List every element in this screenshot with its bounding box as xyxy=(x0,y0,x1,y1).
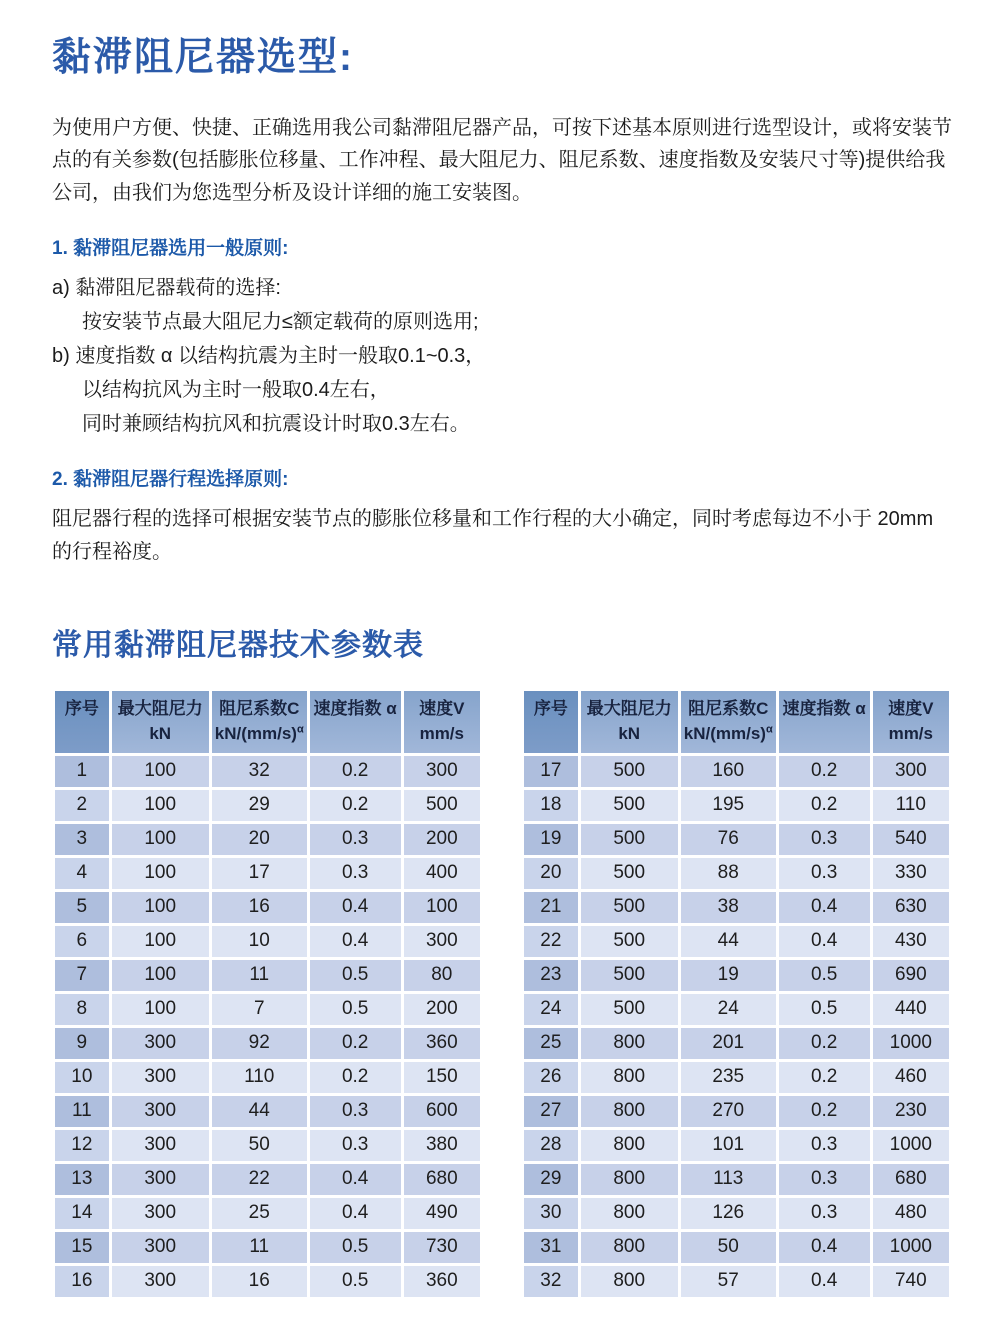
alpha-superscript: α xyxy=(765,722,773,735)
value-cell: 500 xyxy=(404,790,480,821)
col-header-seq: 序号 xyxy=(524,691,578,753)
value-cell: 16 xyxy=(212,892,307,923)
value-cell: 330 xyxy=(873,858,949,889)
value-cell: 300 xyxy=(112,1096,209,1127)
value-cell: 76 xyxy=(681,824,776,855)
value-cell: 500 xyxy=(581,756,678,787)
table-row xyxy=(55,756,480,787)
row-number-cell: 14 xyxy=(55,1198,109,1229)
value-cell: 0.2 xyxy=(779,1096,870,1127)
value-cell: 300 xyxy=(112,1164,209,1195)
value-cell: 92 xyxy=(212,1028,307,1059)
value-cell: 44 xyxy=(212,1096,307,1127)
value-cell: 0.3 xyxy=(779,1198,870,1229)
value-cell: 0.3 xyxy=(779,824,870,855)
value-cell: 300 xyxy=(404,756,480,787)
value-cell: 0.3 xyxy=(779,1130,870,1161)
value-cell: 0.2 xyxy=(310,1062,401,1093)
value-cell: 300 xyxy=(873,756,949,787)
value-cell: 0.4 xyxy=(310,926,401,957)
table-title: 常用黏滞阻尼器技术参数表 xyxy=(52,628,424,662)
value-cell: 0.5 xyxy=(310,994,401,1025)
section1-line-b-detail-2: 同时兼顾结构抗风和抗震设计时取0.3左右。 xyxy=(82,413,470,436)
section1-line-a-detail: 按安装节点最大阻尼力≤额定载荷的原则选用; xyxy=(82,311,479,334)
value-cell: 800 xyxy=(581,1164,678,1195)
table-row xyxy=(524,790,949,821)
value-cell: 300 xyxy=(112,1198,209,1229)
col-header-velocity-index: 速度指数 α xyxy=(779,691,870,753)
value-cell: 800 xyxy=(581,1028,678,1059)
value-cell: 500 xyxy=(581,824,678,855)
value-cell: 800 xyxy=(581,1232,678,1263)
col-header-velocity: 速度V mm/s xyxy=(404,691,480,753)
value-cell: 360 xyxy=(404,1266,480,1297)
value-cell: 150 xyxy=(404,1062,480,1093)
table-body-right xyxy=(524,756,949,1297)
value-cell: 0.2 xyxy=(779,790,870,821)
value-cell: 0.3 xyxy=(779,858,870,889)
value-cell: 0.4 xyxy=(779,892,870,923)
value-cell: 500 xyxy=(581,994,678,1025)
value-cell: 195 xyxy=(681,790,776,821)
value-cell: 300 xyxy=(404,926,480,957)
col-header-max-force: 最大阻尼力 kN xyxy=(581,691,678,753)
value-cell: 500 xyxy=(581,892,678,923)
value-cell: 19 xyxy=(681,960,776,991)
value-cell: 101 xyxy=(681,1130,776,1161)
row-number-cell: 32 xyxy=(524,1266,578,1297)
value-cell: 0.4 xyxy=(779,926,870,957)
section1-line-b: b) 速度指数 α 以结构抗震为主时一般取0.1~0.3， xyxy=(52,345,486,368)
value-cell: 630 xyxy=(873,892,949,923)
value-cell: 490 xyxy=(404,1198,480,1229)
value-cell: 680 xyxy=(873,1164,949,1195)
row-number-cell: 12 xyxy=(55,1130,109,1161)
table-row xyxy=(524,1062,949,1093)
table-row xyxy=(55,1198,480,1229)
table-row xyxy=(524,892,949,923)
value-cell: 0.2 xyxy=(310,790,401,821)
value-cell: 0.2 xyxy=(779,1062,870,1093)
value-cell: 400 xyxy=(404,858,480,889)
table-row xyxy=(55,1232,480,1263)
section2-heading: 2. 黏滞阻尼器行程选择原则: xyxy=(52,469,289,491)
value-cell: 201 xyxy=(681,1028,776,1059)
row-number-cell: 11 xyxy=(55,1096,109,1127)
table-row xyxy=(524,824,949,855)
col-header-seq: 序号 xyxy=(55,691,109,753)
page-title: 黏滞阻尼器选型: xyxy=(52,36,354,79)
value-cell: 0.5 xyxy=(779,960,870,991)
row-number-cell: 23 xyxy=(524,960,578,991)
table-row xyxy=(55,994,480,1025)
value-cell: 22 xyxy=(212,1164,307,1195)
value-cell: 20 xyxy=(212,824,307,855)
table-row xyxy=(524,1164,949,1195)
value-cell: 730 xyxy=(404,1232,480,1263)
table-row xyxy=(524,858,949,889)
row-number-cell: 28 xyxy=(524,1130,578,1161)
value-cell: 100 xyxy=(112,756,209,787)
value-cell: 680 xyxy=(404,1164,480,1195)
value-cell: 300 xyxy=(112,1266,209,1297)
value-cell: 0.2 xyxy=(310,1028,401,1059)
row-number-cell: 20 xyxy=(524,858,578,889)
table-row xyxy=(524,960,949,991)
value-cell: 0.5 xyxy=(310,1266,401,1297)
row-number-cell: 15 xyxy=(55,1232,109,1263)
table-header-row xyxy=(524,691,949,753)
value-cell: 0.5 xyxy=(310,1232,401,1263)
value-cell: 11 xyxy=(212,960,307,991)
section1-body xyxy=(52,272,952,440)
table-row xyxy=(55,1266,480,1297)
value-cell: 44 xyxy=(681,926,776,957)
value-cell: 100 xyxy=(112,926,209,957)
value-cell: 50 xyxy=(212,1130,307,1161)
table-row xyxy=(524,1028,949,1059)
table-row xyxy=(524,1096,949,1127)
table-row xyxy=(55,892,480,923)
value-cell: 0.4 xyxy=(779,1232,870,1263)
row-number-cell: 10 xyxy=(55,1062,109,1093)
table-row xyxy=(524,1130,949,1161)
value-cell: 540 xyxy=(873,824,949,855)
value-cell: 200 xyxy=(404,994,480,1025)
value-cell: 100 xyxy=(112,790,209,821)
section2-body: 阻尼器行程的选择可根据安装节点的膨胀位移量和工作行程的大小确定，同时考虑每边不小于 20mm 的行程裕度。 xyxy=(52,508,934,563)
damper-table-right xyxy=(521,688,952,1300)
value-cell: 380 xyxy=(404,1130,480,1161)
intro-paragraph: 为使用户方便、快捷、正确选用我公司黏滞阻尼器产品，可按下述基本原则进行选型设计，或将安装节点的有关参数(包括膨胀位移量、工作冲程、最大阻尼力、阻尼系数、速度指数及安装尺寸等)提供给我公司，由我们为您选型分析及设计详细的施工安装图。 xyxy=(52,117,952,204)
row-number-cell: 6 xyxy=(55,926,109,957)
col-header-damping-coefficient: 阻尼系数C $kN/(mm/s)^\alpha$ xyxy=(681,691,776,753)
table-row xyxy=(524,1198,949,1229)
value-cell: 800 xyxy=(581,1266,678,1297)
value-cell: 50 xyxy=(681,1232,776,1263)
value-cell: 600 xyxy=(404,1096,480,1127)
value-cell: 270 xyxy=(681,1096,776,1127)
value-cell: 100 xyxy=(112,960,209,991)
value-cell: 440 xyxy=(873,994,949,1025)
table-row xyxy=(55,960,480,991)
table-body-left xyxy=(55,756,480,1297)
value-cell: 0.4 xyxy=(779,1266,870,1297)
row-number-cell: 19 xyxy=(524,824,578,855)
table-row xyxy=(55,1096,480,1127)
value-cell: 17 xyxy=(212,858,307,889)
table-row xyxy=(524,926,949,957)
value-cell: 110 xyxy=(873,790,949,821)
value-cell: 0.2 xyxy=(779,1028,870,1059)
value-cell: 200 xyxy=(404,824,480,855)
value-cell: 126 xyxy=(681,1198,776,1229)
value-cell: 230 xyxy=(873,1096,949,1127)
value-cell: 0.4 xyxy=(310,1198,401,1229)
row-number-cell: 25 xyxy=(524,1028,578,1059)
value-cell: 110 xyxy=(212,1062,307,1093)
value-cell: 460 xyxy=(873,1062,949,1093)
value-cell: 160 xyxy=(681,756,776,787)
table-row xyxy=(55,790,480,821)
value-cell: 88 xyxy=(681,858,776,889)
value-cell: 235 xyxy=(681,1062,776,1093)
table-row xyxy=(524,756,949,787)
table-header-row xyxy=(55,691,480,753)
value-cell: 300 xyxy=(112,1028,209,1059)
value-cell: 29 xyxy=(212,790,307,821)
row-number-cell: 2 xyxy=(55,790,109,821)
section1-line-a: a) 黏滞阻尼器载荷的选择: xyxy=(52,277,281,300)
table-row xyxy=(55,824,480,855)
parameter-tables xyxy=(52,688,952,1300)
row-number-cell: 1 xyxy=(55,756,109,787)
row-number-cell: 27 xyxy=(524,1096,578,1127)
value-cell: 360 xyxy=(404,1028,480,1059)
value-cell: 57 xyxy=(681,1266,776,1297)
value-cell: 500 xyxy=(581,858,678,889)
value-cell: 100 xyxy=(112,892,209,923)
row-number-cell: 4 xyxy=(55,858,109,889)
value-cell: 0.2 xyxy=(779,756,870,787)
value-cell: 100 xyxy=(404,892,480,923)
value-cell: 100 xyxy=(112,824,209,855)
value-cell: 1000 xyxy=(873,1232,949,1263)
value-cell: 0.4 xyxy=(310,1164,401,1195)
value-cell: 0.3 xyxy=(310,824,401,855)
table-row xyxy=(55,926,480,957)
value-cell: 10 xyxy=(212,926,307,957)
table-row xyxy=(524,1266,949,1297)
row-number-cell: 26 xyxy=(524,1062,578,1093)
value-cell: 800 xyxy=(581,1130,678,1161)
value-cell: 38 xyxy=(681,892,776,923)
row-number-cell: 3 xyxy=(55,824,109,855)
damper-table-left xyxy=(52,688,483,1300)
value-cell: 500 xyxy=(581,926,678,957)
value-cell: 500 xyxy=(581,960,678,991)
row-number-cell: 9 xyxy=(55,1028,109,1059)
value-cell: 300 xyxy=(112,1232,209,1263)
value-cell: 80 xyxy=(404,960,480,991)
value-cell: 800 xyxy=(581,1096,678,1127)
table-row xyxy=(524,1232,949,1263)
value-cell: 1000 xyxy=(873,1130,949,1161)
value-cell: 0.2 xyxy=(310,756,401,787)
value-cell: 0.5 xyxy=(779,994,870,1025)
value-cell: 0.5 xyxy=(310,960,401,991)
row-number-cell: 30 xyxy=(524,1198,578,1229)
value-cell: 1000 xyxy=(873,1028,949,1059)
value-cell: 16 xyxy=(212,1266,307,1297)
row-number-cell: 24 xyxy=(524,994,578,1025)
table-row xyxy=(55,1028,480,1059)
section1-heading: 1. 黏滞阻尼器选用一般原则: xyxy=(52,238,289,260)
table-row xyxy=(55,1164,480,1195)
value-cell: 100 xyxy=(112,858,209,889)
value-cell: 0.3 xyxy=(310,1096,401,1127)
row-number-cell: 31 xyxy=(524,1232,578,1263)
value-cell: 100 xyxy=(112,994,209,1025)
row-number-cell: 13 xyxy=(55,1164,109,1195)
value-cell: 11 xyxy=(212,1232,307,1263)
alpha-superscript: α xyxy=(296,722,304,735)
row-number-cell: 21 xyxy=(524,892,578,923)
col-header-damping-coefficient: 阻尼系数C $kN/(mm/s)^\alpha$ xyxy=(212,691,307,753)
row-number-cell: 17 xyxy=(524,756,578,787)
table-row xyxy=(524,994,949,1025)
col-header-velocity: 速度V mm/s xyxy=(873,691,949,753)
row-number-cell: 29 xyxy=(524,1164,578,1195)
value-cell: 300 xyxy=(112,1130,209,1161)
value-cell: 430 xyxy=(873,926,949,957)
value-cell: 300 xyxy=(112,1062,209,1093)
value-cell: 32 xyxy=(212,756,307,787)
value-cell: 480 xyxy=(873,1198,949,1229)
row-number-cell: 22 xyxy=(524,926,578,957)
value-cell: 25 xyxy=(212,1198,307,1229)
value-cell: 800 xyxy=(581,1198,678,1229)
value-cell: 0.3 xyxy=(310,858,401,889)
row-number-cell: 8 xyxy=(55,994,109,1025)
table-row xyxy=(55,1130,480,1161)
value-cell: 113 xyxy=(681,1164,776,1195)
value-cell: 0.3 xyxy=(779,1164,870,1195)
value-cell: 0.3 xyxy=(310,1130,401,1161)
row-number-cell: 5 xyxy=(55,892,109,923)
table-row xyxy=(55,1062,480,1093)
table-row xyxy=(55,858,480,889)
row-number-cell: 18 xyxy=(524,790,578,821)
row-number-cell: 7 xyxy=(55,960,109,991)
value-cell: 7 xyxy=(212,994,307,1025)
col-header-velocity-index: 速度指数 α xyxy=(310,691,401,753)
value-cell: 500 xyxy=(581,790,678,821)
value-cell: 690 xyxy=(873,960,949,991)
row-number-cell: 16 xyxy=(55,1266,109,1297)
value-cell: 740 xyxy=(873,1266,949,1297)
value-cell: 0.4 xyxy=(310,892,401,923)
col-header-max-force: 最大阻尼力 kN xyxy=(112,691,209,753)
value-cell: 800 xyxy=(581,1062,678,1093)
value-cell: 24 xyxy=(681,994,776,1025)
section1-line-b-detail-1: 以结构抗风为主时一般取0.4左右， xyxy=(82,379,390,402)
